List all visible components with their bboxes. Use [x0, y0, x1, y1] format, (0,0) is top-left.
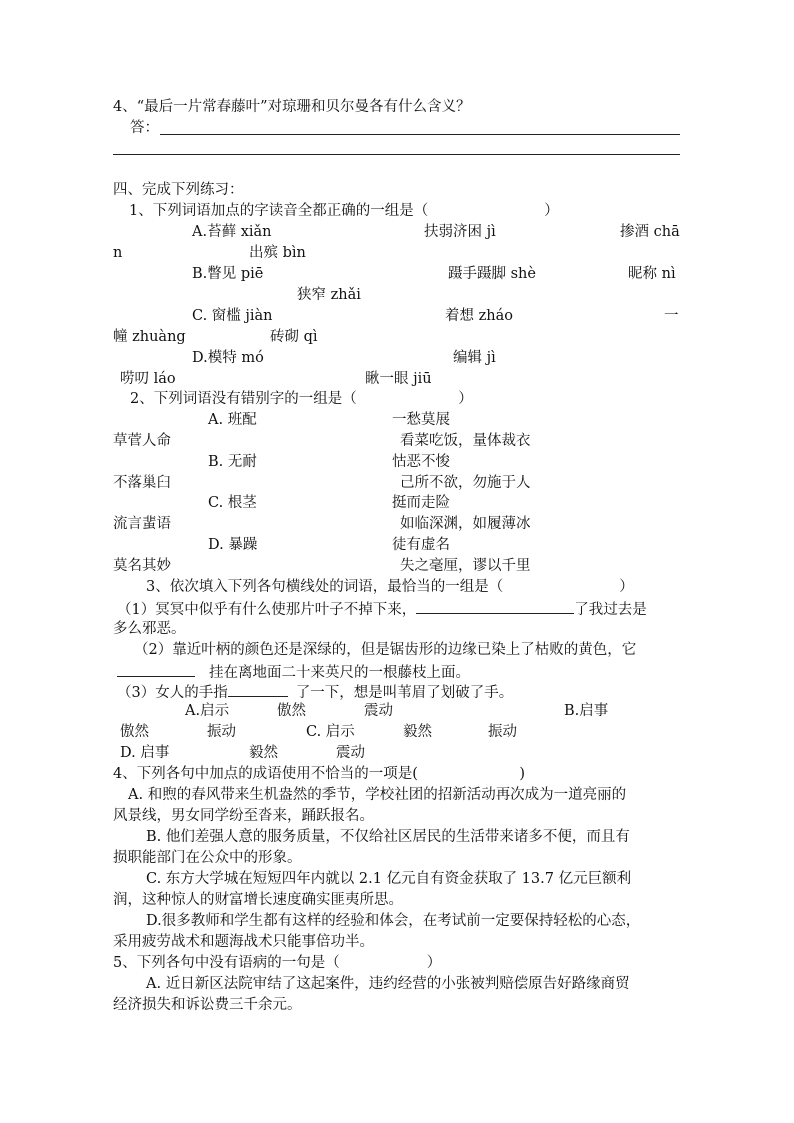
q1-option-a-4: 出殡 bìn	[249, 245, 306, 261]
q4-option-a-line-1: A. 和煦的春风带来生机盎然的季节，学校社团的招新活动再次成为一道亮丽的	[128, 787, 627, 803]
q3-option-a-3: 震动	[364, 703, 393, 719]
q2-option-a-3: 草菅人命	[113, 433, 171, 449]
q3-blank-3[interactable]	[228, 681, 288, 697]
q3-option-c-3: 振动	[488, 724, 517, 740]
q1-option-a-3: 掺酒 chā	[620, 224, 680, 240]
q3-option-d-3: 震动	[336, 745, 365, 761]
q2-option-d-1: D. 暴躁	[208, 537, 258, 553]
q1-option-c-3-tail: 幢 zhuàng	[113, 329, 186, 345]
q3-stem: 3、依次填入下列各句横线处的词语，最恰当的一组是（ ）	[146, 579, 634, 595]
q4-stem: 4、下列各句中加点的成语使用不恰当的一项是( )	[113, 766, 526, 782]
q2-option-b-1: B. 无耐	[208, 454, 257, 470]
q3-option-a-2: 傲然	[277, 703, 306, 719]
q1-option-c-2: 着想 zháo	[445, 308, 513, 324]
q2-option-c-2: 挺而走险	[392, 495, 450, 511]
q3-sentence-3	[117, 681, 513, 703]
q3-option-d-1: D. 启事	[120, 745, 170, 761]
q2-stem: 2、下列词语没有错别字的一组是（ ）	[130, 391, 473, 407]
q4-option-b-line-1: B. 他们差强人意的服务质量，不仅给社区居民的生活带来诸多不便，而且有	[146, 829, 630, 845]
q2-option-d-4: 失之毫厘，谬以千里	[400, 558, 531, 574]
q3-sentence-1	[117, 598, 647, 620]
q3-sentence-1-end: 了我过去是	[574, 602, 647, 618]
q1-option-d-3: 唠叨 láo	[120, 371, 176, 387]
q3-option-a-1: A.启示	[185, 703, 230, 719]
q1-option-d-1: D.模特 mó	[192, 350, 264, 366]
q1-option-d-2: 编辑 jì	[453, 350, 496, 366]
q2-option-c-4: 如临深渊，如履薄冰	[400, 516, 531, 532]
q3-option-b-2: 傲然	[120, 724, 149, 740]
q3-sentence-2: （2）靠近叶柄的颜色还是深绿的，但是锯齿形的边缘已染上了枯败的黄色，它	[134, 642, 637, 658]
q4-option-c-line-1: C. 东方大学城在短短四年内就以 2.1 亿元自有资金获取了 13.7 亿元巨额利	[146, 871, 632, 887]
q3-sentence-1-start: （1）冥冥中似乎有什么使那片叶子不掉下来，	[117, 602, 417, 618]
q2-option-d-2: 徒有虚名	[392, 537, 450, 553]
q1-option-b-3: 昵称 nì	[628, 266, 676, 282]
q1-option-c-1: C. 窗槛 jiàn	[192, 308, 273, 324]
q3-option-b-1: B.启事	[564, 703, 609, 719]
answer-label: 答：	[130, 120, 159, 136]
answer-line-1[interactable]	[160, 134, 680, 135]
q3-option-c-1: C. 启示	[306, 724, 355, 740]
q1-option-d-4: 瞅一眼 jiū	[365, 371, 432, 387]
q2-option-a-4: 看菜吃饭，量体裁衣	[400, 433, 531, 449]
q1-option-b-1: B.瞥见 piē	[192, 266, 264, 282]
q3-option-b-3: 振动	[207, 724, 236, 740]
q4-option-c-line-2: 润，这种惊人的财富增长速度确实匪夷所思。	[113, 892, 403, 908]
q5-option-a-line-2: 经济损失和诉讼费三千余元。	[113, 997, 302, 1013]
q3-blank-1[interactable]	[416, 598, 574, 614]
q3-sentence-1-cont: 多么邪恶。	[113, 621, 186, 637]
q3-sentence-3-start: （3）女人的手指	[117, 685, 228, 701]
q3-sentence-2-end: 挂在离地面二十来英尺的一根藤枝上面。	[209, 665, 470, 681]
q3-option-d-2: 毅然	[249, 745, 278, 761]
q4-option-a-line-2: 风景线，男女同学纷至沓来，踊跃报名。	[113, 808, 374, 824]
q4-option-b-line-2: 损职能部门在公众中的形象。	[113, 850, 302, 866]
q1-option-a-1: A.苔藓 xiǎn	[192, 224, 272, 240]
section-heading: 四、完成下列练习：	[113, 182, 244, 198]
q5-stem: 5、下列各句中没有语病的一句是（ ）	[113, 955, 442, 971]
q2-option-c-1: C. 根茎	[208, 495, 257, 511]
q1-option-b-4: 狭窄 zhǎi	[297, 287, 361, 303]
q2-option-b-3: 不落巢臼	[113, 475, 171, 491]
q3-sentence-3-end: 了一下，想是叫苇眉了划破了手。	[295, 685, 514, 701]
q2-option-c-3: 流言蜚语	[113, 516, 171, 532]
answer-line-2[interactable]	[113, 154, 680, 155]
q1-option-b-2: 蹑手蹑脚 shè	[448, 266, 536, 282]
q2-option-d-3: 莫名其妙	[113, 558, 171, 574]
q1-stem: 1、下列词语加点的字读音全都正确的一组是（ ）	[129, 203, 559, 219]
q4-option-d-line-2: 采用疲劳战术和题海战术只能事倍功半。	[113, 934, 374, 950]
q1-option-a-2: 扶弱济困 jì	[424, 224, 496, 240]
q5-option-a-line-1: A. 近日新区法院审结了这起案件，违约经营的小张被判赔偿原告好路缘商贸	[146, 976, 630, 992]
q3-option-c-2: 毅然	[403, 724, 432, 740]
q1-option-a-3-tail: n	[113, 245, 123, 261]
q2-option-a-2: 一愁莫展	[392, 412, 450, 428]
q2-option-b-4: 己所不欲，勿施于人	[400, 475, 531, 491]
q3-blank-2[interactable]	[117, 661, 195, 677]
q2-option-a-1: A. 班配	[208, 412, 257, 428]
question-4-meaning: 4、“最后一片常春藤叶”对琼珊和贝尔曼各有什么含义？	[113, 99, 471, 115]
q1-option-c-3: 一	[664, 308, 679, 324]
q2-option-b-2: 怙恶不悛	[392, 454, 450, 470]
q1-option-c-4: 砖砌 qì	[270, 329, 318, 345]
q3-sentence-2-cont	[117, 661, 470, 683]
q4-option-d-line-1: D.很多教师和学生都有这样的经验和体会，在考试前一定要保持轻松的心态，	[146, 913, 641, 929]
